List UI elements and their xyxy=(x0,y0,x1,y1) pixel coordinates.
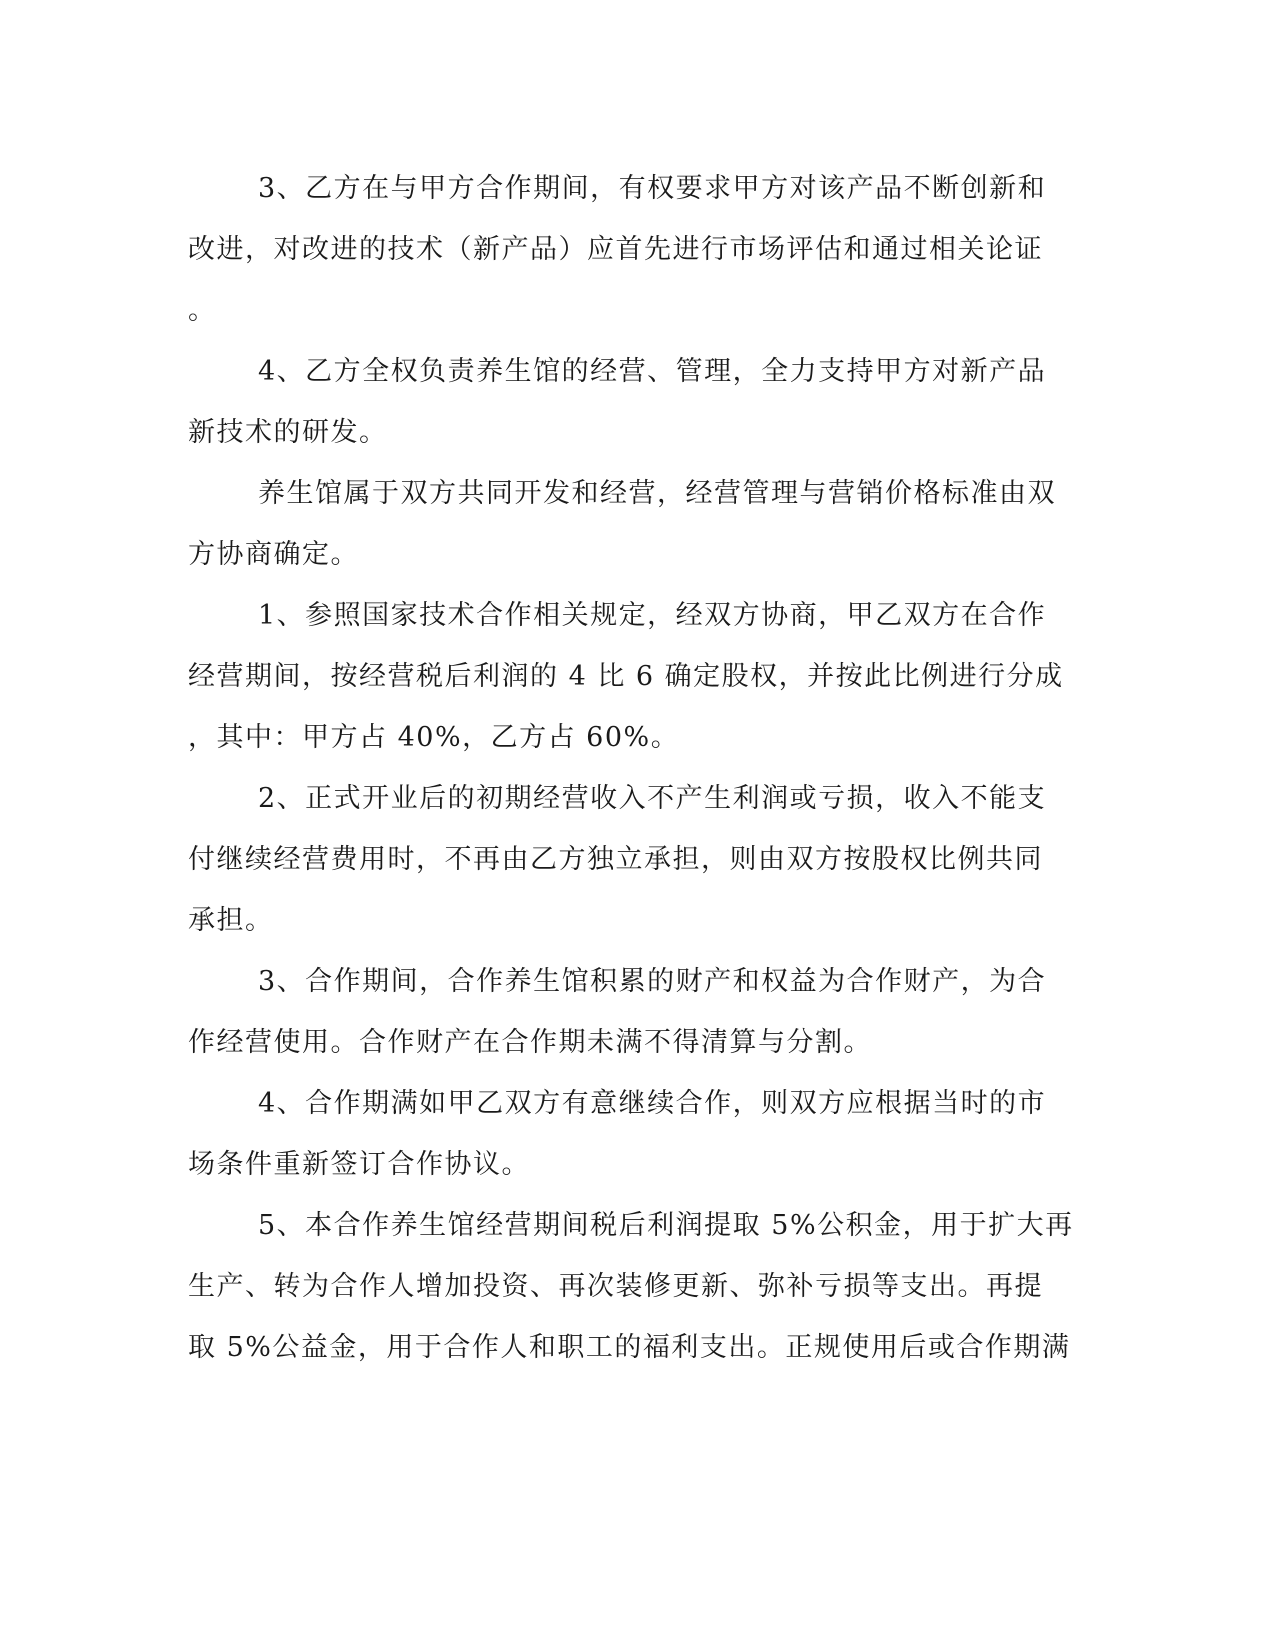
text-line: 5、本合作养生馆经营期间税后利润提取 5%公积金，用于扩大再 xyxy=(258,1210,1074,1241)
text-line: 方协商确定。 xyxy=(188,539,359,570)
text-line: 。 xyxy=(188,295,217,326)
text-line: ，其中：甲方占 40%，乙方占 60%。 xyxy=(188,722,680,753)
text-line: 4、合作期满如甲乙双方有意继续合作，则双方应根据当时的市 xyxy=(258,1088,1047,1119)
document-body xyxy=(188,158,1088,1378)
text-line: 养生馆属于双方共同开发和经营，经营管理与营销价格标准由双 xyxy=(258,478,1056,509)
text-line: 新技术的研发。 xyxy=(188,417,388,448)
text-line: 场条件重新签订合作协议。 xyxy=(188,1149,530,1180)
text-line: 2、正式开业后的初期经营收入不产生利润或亏损，收入不能支 xyxy=(258,783,1047,814)
text-line: 付继续经营费用时，不再由乙方独立承担，则由双方按股权比例共同 xyxy=(188,844,1043,875)
text-line: 4、乙方全权负责养生馆的经营、管理，全力支持甲方对新产品 xyxy=(258,356,1047,387)
text-line: 取 5%公益金，用于合作人和职工的福利支出。正规使用后或合作期满 xyxy=(188,1332,1071,1363)
text-line: 3、合作期间，合作养生馆积累的财产和权益为合作财产，为合 xyxy=(258,966,1047,997)
text-line: 改进，对改进的技术（新产品）应首先进行市场评估和通过相关论证 xyxy=(188,234,1043,265)
text-line: 3、乙方在与甲方合作期间，有权要求甲方对该产品不断创新和 xyxy=(258,173,1047,204)
text-line: 1、参照国家技术合作相关规定，经双方协商，甲乙双方在合作 xyxy=(258,600,1047,631)
text-line: 作经营使用。合作财产在合作期未满不得清算与分割。 xyxy=(188,1027,872,1058)
text-line: 生产、转为合作人增加投资、再次装修更新、弥补亏损等支出。再提 xyxy=(188,1271,1043,1302)
text-line: 经营期间，按经营税后利润的 4 比 6 确定股权，并按此比例进行分成 xyxy=(188,661,1064,692)
text-line: 承担。 xyxy=(188,905,274,936)
